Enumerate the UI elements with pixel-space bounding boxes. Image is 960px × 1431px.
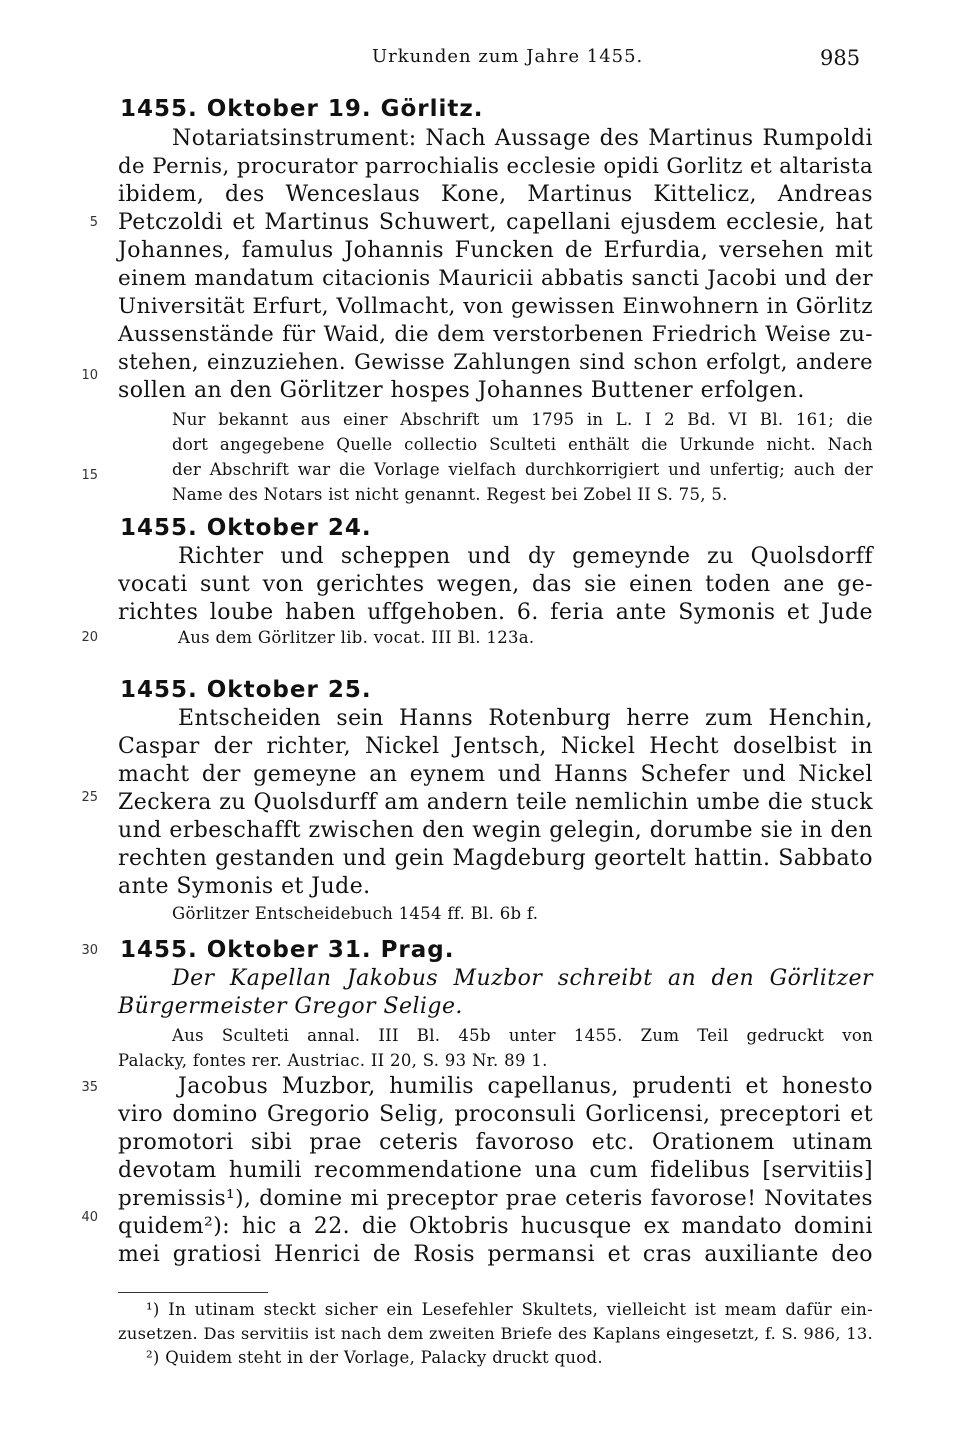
entry-heading: 1455. Oktober 25.	[120, 677, 372, 703]
source-note-line: Name des Notars ist nicht genannt. Regest bei Zobel II S. 75, 5.	[172, 485, 728, 504]
letter-text-line: mei gratiosi Henrici de Rosis permansi et cras auxiliante deo	[118, 1242, 873, 1267]
page-number: 985	[820, 46, 861, 70]
entry-text-line: Zeckera zu Quolsdurff am andern teile nemlichin umbe die stuck	[118, 790, 873, 815]
entry-text-line: macht der gemeyne an eynem und Hanns Schefer und Nickel	[118, 762, 873, 787]
letter-text-line: viro domino Gregorio Selig, proconsuli Gorlicensi, preceptori et	[118, 1102, 873, 1127]
line-number: 20	[81, 630, 98, 645]
entry-heading: 1455. Oktober 24.	[120, 515, 372, 541]
footnote-rule	[118, 1292, 268, 1293]
running-title: Urkunden zum Jahre 1455.	[372, 46, 644, 67]
entry-text-line: richtes loube haben uffgehoben. 6. feria ante Symonis et Jude	[118, 600, 873, 625]
source-note-line: der Abschrift war die Vorlage vielfach durchkorrigiert und unfertig; auch der	[172, 460, 873, 479]
entry-summary-line: stehen, einzuziehen. Gewisse Zahlungen sind schon erfolgt, andere	[118, 350, 873, 374]
entry-summary-line: Bürgermeister Gregor Selige.	[118, 994, 463, 1019]
entry-summary-line: sollen an den Görlitzer hospes Johannes Buttener erfolgen.	[118, 378, 805, 403]
entry-heading: 1455. Oktober 19. Görlitz.	[120, 96, 484, 122]
source-note-line: Palacky, fontes rer. Austriac. II 20, S. 93 Nr. 89 1.	[118, 1051, 548, 1070]
entry-text-line: Richter und scheppen und dy gemeynde zu Quolsdorff	[178, 544, 873, 569]
entry-summary-line: Johannes, famulus Johannis Funcken de Erfurdia, versehen mit	[118, 238, 873, 263]
letter-text-line: devotam humili recommendatione una cum fidelibus [servitiis]	[118, 1158, 873, 1183]
letter-text-line: Jacobus Muzbor, humilis capellanus, prudenti et honesto	[178, 1074, 873, 1099]
entry-text-line: und erbeschafft zwischen den wegin gelegin, dorumbe sie in den	[118, 818, 873, 843]
entry-summary-line: Notariatsinstrument: Nach Aussage des Martinus Rumpoldi	[172, 126, 873, 151]
entry-summary-line: Universität Erfurt, Vollmacht, von gewissen Einwohnern in Görlitz	[118, 294, 873, 319]
entry-summary-line: Petczoldi et Martinus Schuwert, capellani ejusdem ecclesie, hat	[118, 210, 873, 235]
letter-text-line: quidem²): hic a 22. die Oktobris hucusque ex mandato domini	[118, 1214, 873, 1239]
source-note-line: Görlitzer Entscheidebuch 1454 ff. Bl. 6b f.	[172, 904, 539, 923]
footnote-line: ²) Quidem steht in der Vorlage, Palacky druckt quod.	[146, 1348, 603, 1367]
line-number: 35	[81, 1080, 98, 1095]
line-number: 15	[81, 468, 98, 483]
entry-summary-line: einem mandatum citacionis Mauricii abbatis sancti Jacobi und der	[118, 266, 873, 291]
line-number: 25	[81, 790, 98, 805]
line-number: 5	[89, 215, 98, 230]
letter-text-line: premissis¹), domine mi preceptor prae ceteris favorose! Novitates	[118, 1186, 873, 1211]
footnote-line: zusetzen. Das servitiis ist nach dem zweiten Briefe des Kaplans eingesetzt, f. S. 986, 13.	[118, 1324, 873, 1343]
entry-summary-line: Der Kapellan Jakobus Muzbor schreibt an den Görlitzer	[172, 966, 873, 991]
footnote-line: ¹) In utinam steckt sicher ein Lesefehler Skultets, vielleicht ist meam dafür ein-	[146, 1300, 873, 1319]
line-number: 40	[81, 1210, 98, 1225]
entry-text-line: rechten gestanden und gein Magdeburg geortelt hattin. Sabbato	[118, 846, 873, 871]
entry-text-line: ante Symonis et Jude.	[118, 874, 371, 899]
entry-summary-line: de Pernis, procurator parrochialis ecclesie opidi Gorlitz et altarista	[118, 154, 874, 179]
entry-text-line: vocati sunt von gerichtes wegen, das sie einen toden ane ge-	[118, 572, 873, 597]
source-note-line: Nur bekannt aus einer Abschrift um 1795 in L. I 2 Bd. VI Bl. 161; die	[172, 410, 873, 429]
entry-heading: 1455. Oktober 31. Prag.	[120, 937, 455, 963]
entry-text-line: Caspar der richter, Nickel Jentsch, Nickel Hecht doselbist in	[118, 734, 873, 759]
line-number: 10	[81, 368, 98, 383]
source-note-line: Aus dem Görlitzer lib. vocat. III Bl. 123a.	[178, 628, 535, 647]
source-note-line: dort angegebene Quelle collectio Sculteti enthält die Urkunde nicht. Nach	[172, 435, 873, 454]
entry-summary-line: ibidem, des Wenceslaus Kone, Martinus Kittelicz, Andreas	[118, 182, 873, 207]
entry-summary-line: Aussenstände für Waid, die dem verstorbenen Friedrich Weise zu-	[118, 322, 873, 347]
entry-text-line: Entscheiden sein Hanns Rotenburg herre zum Henchin,	[178, 706, 873, 731]
letter-text-line: promotori sibi prae ceteris favoroso etc. Orationem utinam	[118, 1130, 873, 1155]
line-number: 30	[81, 943, 98, 958]
source-note-line: Aus Sculteti annal. III Bl. 45b unter 1455. Zum Teil gedruckt von	[172, 1026, 873, 1045]
